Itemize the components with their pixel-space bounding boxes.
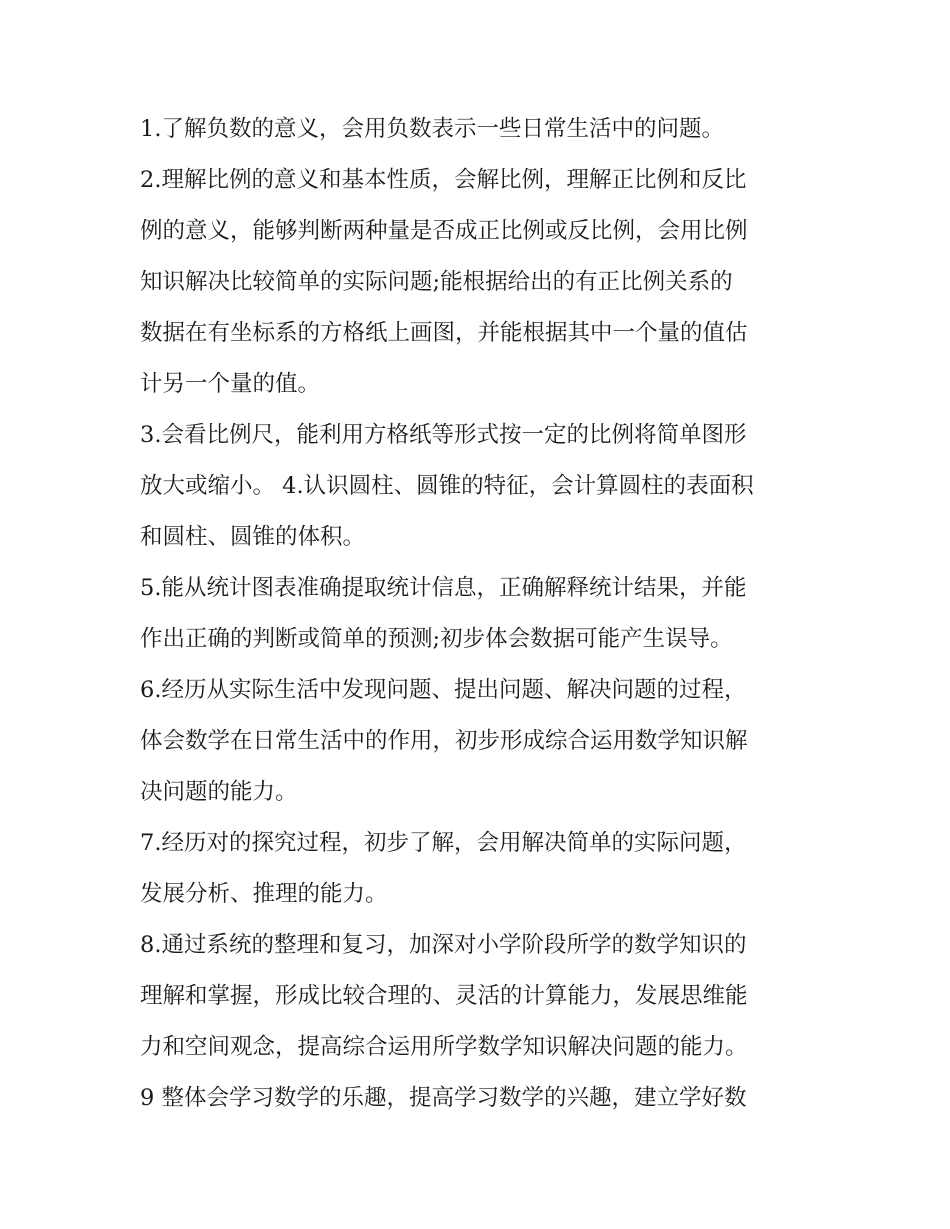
text-line: 决问题的能力。	[140, 779, 298, 805]
text-line: 放大或缩小。 4.认识圆柱、圆锥的特征，会计算圆柱的表面积	[140, 473, 754, 499]
text-line: 作出正确的判断或简单的预测;初步体会数据可能产生误导。	[140, 626, 733, 652]
text-line: 5.能从统计图表准确提取统计信息，正确解释统计结果，并能	[140, 575, 747, 601]
text-line: 2.理解比例的意义和基本性质，会解比例，理解正比例和反比	[140, 167, 747, 193]
text-line: 例的意义，能够判断两种量是否成正比例或反比例，会用比例	[140, 218, 748, 244]
text-line: 知识解决比较简单的实际问题;能根据给出的有正比例关系的	[140, 269, 733, 295]
text-line: 理解和掌握，形成比较合理的、灵活的计算能力，发展思维能	[140, 983, 748, 1009]
text-line: 1.了解负数的意义，会用负数表示一些日常生活中的问题。	[140, 116, 724, 142]
text-line: 7.经历对的探究过程，初步了解，会用解决简单的实际问题，	[140, 830, 747, 856]
text-line: 计另一个量的值。	[140, 371, 321, 397]
document-body	[140, 104, 822, 1124]
text-line: 力和空间观念，提高综合运用所学数学知识解决问题的能力。	[140, 1034, 748, 1060]
text-line: 和圆柱、圆锥的体积。	[140, 524, 366, 550]
text-line: 体会数学在日常生活中的作用，初步形成综合运用数学知识解	[140, 728, 748, 754]
text-line: 8.通过系统的整理和复习，加深对小学阶段所学的数学知识的	[140, 932, 747, 958]
text-line: 3.会看比例尺，能利用方格纸等形式按一定的比例将简单图形	[140, 422, 747, 448]
text-line: 6.经历从实际生活中发现问题、提出问题、解决问题的过程，	[140, 677, 747, 703]
text-line: 数据在有坐标系的方格纸上画图，并能根据其中一个量的值估	[140, 320, 748, 346]
text-line: 发展分析、推理的能力。	[140, 881, 388, 907]
text-line: 9 整体会学习数学的乐趣，提高学习数学的兴趣，建立学好数	[140, 1085, 747, 1111]
